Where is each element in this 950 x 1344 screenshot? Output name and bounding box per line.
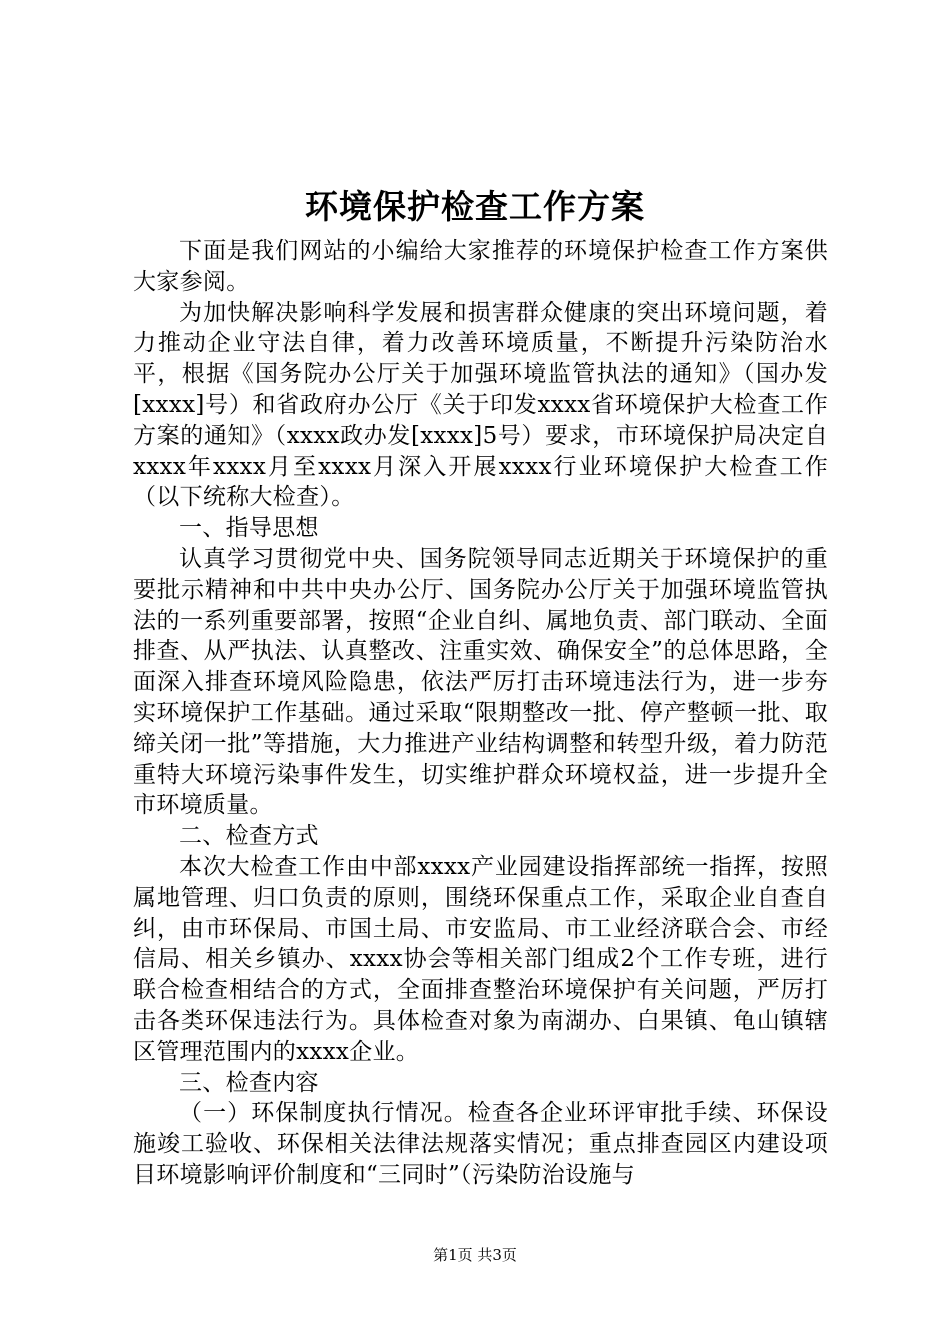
section-heading-inspection-content: 三、检查内容 [179,1069,319,1096]
page-footer: 第1页 共3页 [433,1246,517,1264]
background-paragraph: 为加快解决影响科学发展和损害群众健康的突出环境问题，着力推动企业守法自律，着力改善环境质量，不断提升污染防治水平，根据《国务院办公厅关于加强环境监管执法的通知》（国办发[xxxx]号）和省政府办公厅《关于印发xxxx省环境保护大检查工作方案的通知》（xxxx政办发[xxxx]5号）要求，市环境保护局决定自xxxx年xxxx月至xxxx月深入开展xxxx行业环境保护大检查工作（以下统称大检查）。 [133,299,828,511]
document-body [133,236,828,1191]
section-heading-guiding-thought: 一、指导思想 [179,515,319,542]
section-heading-inspection-method: 二、检查方式 [179,823,319,850]
document-title: 环境保护检查工作方案 [305,187,645,226]
guiding-thought-paragraph: 认真学习贯彻党中央、国务院领导同志近期关于环境保护的重要批示精神和中共中央办公厅、国务院办公厅关于加强环境监管执法的一系列重要部署，按照“企业自纠、属地负责、部门联动、全面排查、从严执法、认真整改、注重实效、确保安全”的总体思路，全面深入排查环境风险隐患，依法严厉打击环境违法行为，进一步夯实环境保护工作基础。通过采取“限期整改一批、停产整顿一批、取缔关闭一批”等措施，大力推进产业结构调整和转型升级，着力防范重特大环境污染事件发生，切实维护群众环境权益，进一步提升全市环境质量。 [133,545,828,819]
inspection-content-paragraph: （一）环保制度执行情况。检查各企业环评审批手续、环保设施竣工验收、环保相关法律法规落实情况；重点排查园区内建设项目环境影响评价制度和“三同时”（污染防治设施与 [133,1100,828,1188]
inspection-method-paragraph: 本次大检查工作由中部xxxx产业园建设指挥部统一指挥，按照属地管理、归口负责的原则，围绕环保重点工作，采取企业自查自纠，由市环保局、市国土局、市安监局、市工业经济联合会、市经信局、相关乡镇办、xxxx协会等相关部门组成2个工作专班，进行联合检查相结合的方式，全面排查整治环境保护有关问题，严厉打击各类环保违法行为。具体检查对象为南湖办、白果镇、龟山镇辖区管理范围内的xxxx企业。 [133,853,828,1065]
intro-paragraph: 下面是我们网站的小编给大家推荐的环境保护检查工作方案供大家参阅。 [133,238,828,295]
